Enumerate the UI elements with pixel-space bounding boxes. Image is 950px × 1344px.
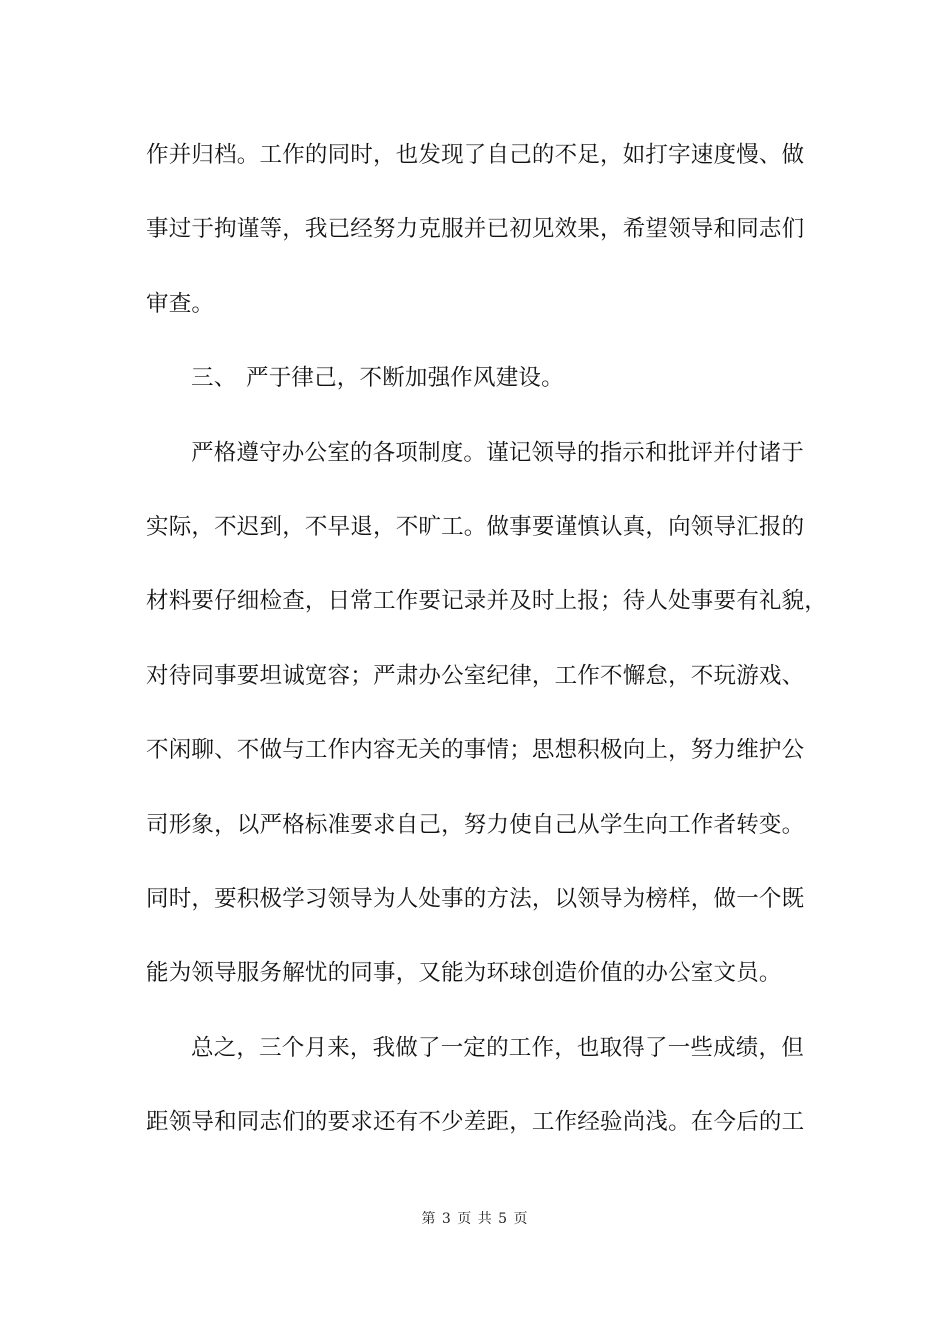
page-footer: 第 3 页 共 5 页 bbox=[421, 1211, 529, 1227]
body-line: 实际，不迟到，不早退，不旷工。做事要谨慎认真，向领导汇报的 bbox=[146, 513, 805, 540]
body-line: 作并归档。工作的同时，也发现了自己的不足，如打字速度慢、做 bbox=[146, 142, 805, 168]
paragraph-start-line: 总之，三个月来，我做了一定的工作，也取得了一些成绩，但 bbox=[191, 1034, 804, 1061]
section-heading bbox=[146, 354, 818, 428]
body-line: 能为领导服务解忧的同事，又能为环球创造价值的办公室文员。 bbox=[146, 960, 782, 987]
body-line: 不闲聊、不做与工作内容无关的事情；思想积极向上，努力维护公 bbox=[146, 737, 805, 764]
body-line: 同时，要积极学习领导为人处事的方法，以领导为榜样，做一个既 bbox=[146, 885, 805, 912]
section-title: 严于律己，不断加强作风建设。 bbox=[246, 365, 564, 392]
section-number: 三、 bbox=[191, 365, 237, 392]
paragraph-start-line: 严格遵守办公室的各项制度。谨记领导的指示和批评并付诸于 bbox=[191, 439, 804, 466]
body-line: 审查。 bbox=[146, 290, 215, 317]
body-line: 距领导和同志们的要求还有不少差距，工作经验尚浅。在今后的工 bbox=[146, 1109, 805, 1136]
body-line: 材料要仔细检查，日常工作要记录并及时上报；待人处事要有礼貌， bbox=[146, 588, 828, 615]
document-body bbox=[146, 131, 828, 1172]
body-line: 对待同事要坦诚宽容；严肃办公室纪律，工作不懈怠，不玩游戏、 bbox=[146, 662, 805, 689]
body-line: 司形象，以严格标准要求自己，努力使自己从学生向工作者转变。 bbox=[146, 811, 805, 838]
body-line: 事过于拘谨等，我已经努力克服并已初见效果，希望领导和同志们 bbox=[146, 216, 805, 243]
